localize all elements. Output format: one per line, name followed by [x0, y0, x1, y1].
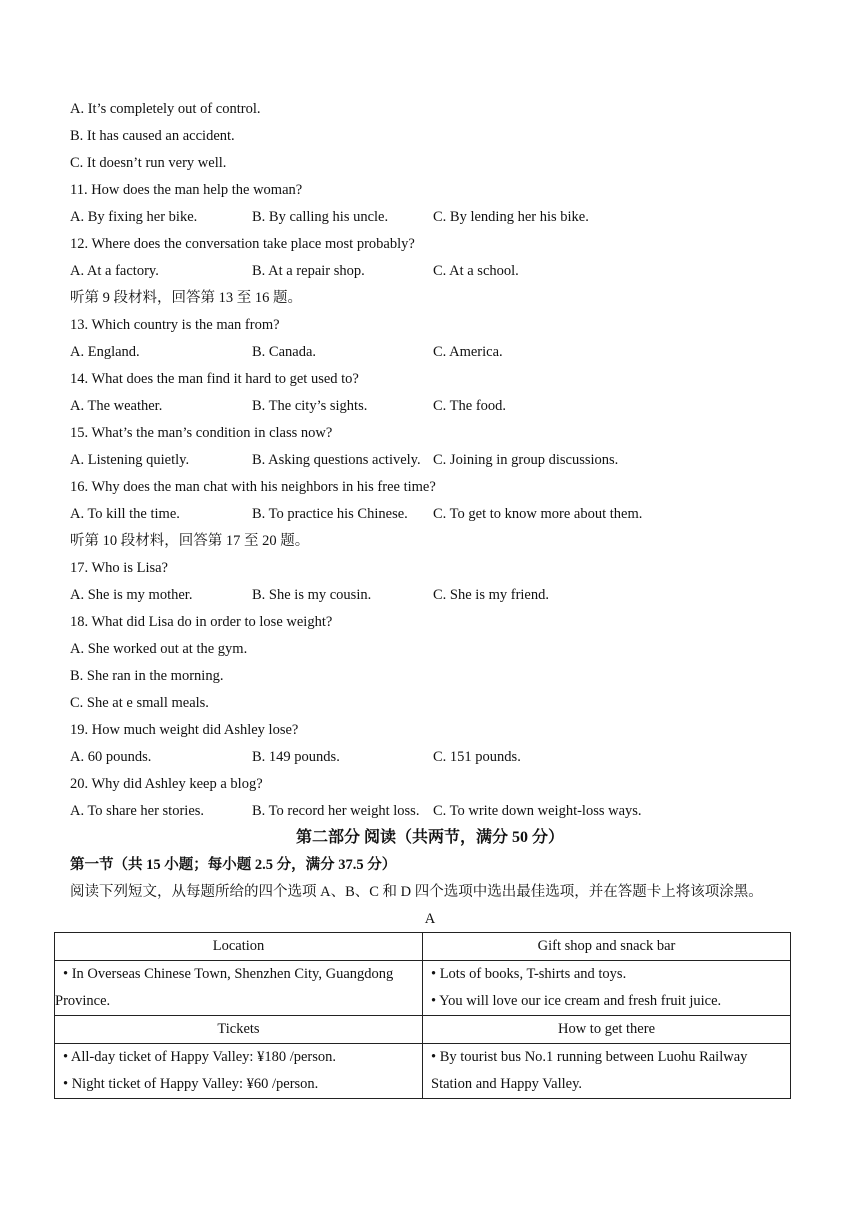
section-10-instruction: 听第 10 段材料，回答第 17 至 20 题。	[70, 533, 310, 549]
q20-question: 20. Why did Ashley keep a blog?	[70, 776, 263, 792]
q19-option-b: B. 149 pounds.	[252, 749, 340, 765]
q11-option-b: B. By calling his uncle.	[252, 209, 389, 225]
q18-option-b: B. She ran in the morning.	[70, 668, 224, 684]
section-9-instruction: 听第 9 段材料，回答第 13 至 16 题。	[70, 290, 302, 306]
q15-option-a: A. Listening quietly.	[70, 452, 190, 468]
location-line-1: • In Overseas Chinese Town, Shenzhen City, Guangdong	[63, 966, 394, 982]
q12-option-c: C. At a school.	[433, 263, 519, 279]
q14-option-c: C. The food.	[433, 398, 507, 414]
table-row	[55, 1016, 791, 1044]
q19-option-c: C. 151 pounds.	[433, 749, 521, 765]
q17-option-b: B. She is my cousin.	[252, 587, 372, 603]
section-1-heading: 第一节（共 15 小题；每小题 2.5 分，满分 37.5 分）	[70, 857, 397, 873]
q15-option-c: C. Joining in group discussions.	[433, 452, 619, 468]
tickets-line-2: • Night ticket of Happy Valley: ¥60 /person.	[63, 1076, 319, 1092]
q20-option-c: C. To write down weight-loss ways.	[433, 803, 642, 819]
giftshop-header: Gift shop and snack bar	[423, 933, 791, 961]
location-header: Location	[55, 933, 423, 961]
q12-question: 12. Where does the conversation take place most probably?	[70, 236, 415, 252]
table-row	[55, 933, 791, 961]
q16-option-b: B. To practice his Chinese.	[252, 506, 408, 522]
q13-question: 13. Which country is the man from?	[70, 317, 280, 333]
q10-option-a: A. It’s completely out of control.	[70, 101, 261, 117]
part-2-title: 第二部分 阅读（共两节，满分 50 分）	[295, 829, 564, 846]
giftshop-line-2: • You will love our ice cream and fresh fruit juice.	[431, 993, 722, 1009]
happy-valley-info-table	[54, 932, 791, 1099]
tickets-cell	[55, 1044, 423, 1099]
q14-question: 14. What does the man find it hard to get used to?	[70, 371, 359, 387]
table-row	[55, 961, 791, 1016]
q10-option-b: B. It has caused an accident.	[70, 128, 235, 144]
q16-option-c: C. To get to know more about them.	[433, 506, 643, 522]
passage-label: A	[424, 911, 436, 927]
q15-option-b: B. Asking questions actively.	[252, 452, 421, 468]
q12-option-b: B. At a repair shop.	[252, 263, 365, 279]
giftshop-line-1: • Lots of books, T-shirts and toys.	[431, 966, 627, 982]
q20-option-b: B. To record her weight loss.	[252, 803, 420, 819]
q14-option-a: A. The weather.	[70, 398, 163, 414]
q16-option-a: A. To kill the time.	[70, 506, 180, 522]
q13-option-a: A. England.	[70, 344, 140, 360]
q19-option-a: A. 60 pounds.	[70, 749, 152, 765]
q19-question: 19. How much weight did Ashley lose?	[70, 722, 299, 738]
howto-cell	[423, 1044, 791, 1099]
q16-question: 16. Why does the man chat with his neighbors in his free time?	[70, 479, 436, 495]
giftshop-cell	[423, 961, 791, 1016]
q17-option-a: A. She is my mother.	[70, 587, 193, 603]
q18-option-a: A. She worked out at the gym.	[70, 641, 248, 657]
howto-line-2: Station and Happy Valley.	[431, 1076, 583, 1092]
q18-option-c: C. She at e small meals.	[70, 695, 209, 711]
location-line-2: Province.	[55, 993, 111, 1009]
q20-option-a: A. To share her stories.	[70, 803, 205, 819]
q18-question: 18. What did Lisa do in order to lose weight?	[70, 614, 333, 630]
q13-option-c: C. America.	[433, 344, 503, 360]
table-row	[55, 1044, 791, 1099]
q11-question: 11. How does the man help the woman?	[70, 182, 303, 198]
q13-option-b: B. Canada.	[252, 344, 317, 360]
q12-option-a: A. At a factory.	[70, 263, 159, 279]
tickets-header: Tickets	[55, 1016, 423, 1044]
reading-instructions: 阅读下列短文，从每题所给的四个选项 A、B、C 和 D 四个选项中选出最佳选项，并在答题卡上将该项涂黑。	[70, 884, 763, 900]
location-cell	[55, 961, 423, 1016]
q15-question: 15. What’s the man’s condition in class now?	[70, 425, 333, 441]
q11-option-a: A. By fixing her bike.	[70, 209, 198, 225]
howto-header: How to get there	[423, 1016, 791, 1044]
q17-option-c: C. She is my friend.	[433, 587, 549, 603]
howto-line-1: • By tourist bus No.1 running between Luohu Railway	[431, 1049, 748, 1065]
q17-question: 17. Who is Lisa?	[70, 560, 168, 576]
tickets-line-1: • All-day ticket of Happy Valley: ¥180 /person.	[63, 1049, 337, 1065]
q10-option-c: C. It doesn’t run very well.	[70, 155, 227, 171]
q14-option-b: B. The city’s sights.	[252, 398, 368, 414]
q11-option-c: C. By lending her his bike.	[433, 209, 589, 225]
